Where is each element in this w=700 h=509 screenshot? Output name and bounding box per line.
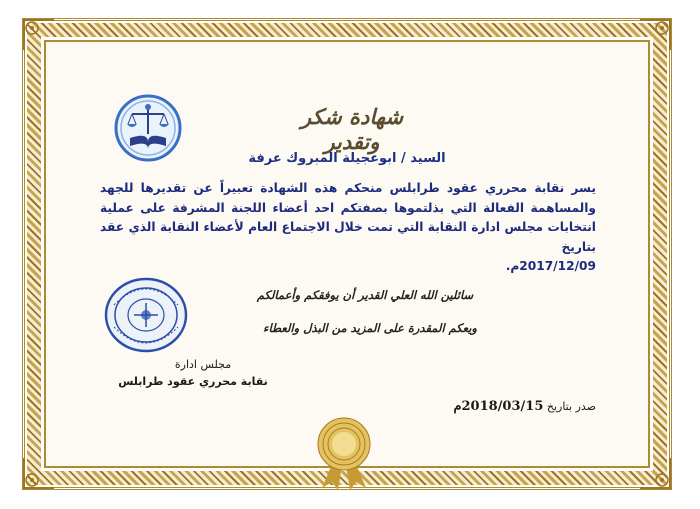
- signatory-union: نقابة محرري عقود طرابلس: [118, 375, 268, 388]
- corner-ornament-icon: [22, 18, 56, 52]
- recipient-name: السيد / ابوعجيلة المبروك عرفة: [248, 151, 446, 166]
- gold-rosette-seal-icon: [302, 406, 386, 490]
- signatory-council: مجلس ادارة: [174, 358, 232, 371]
- event-date: 2017/12/09م.: [505, 259, 596, 273]
- issue-date: [426, 399, 596, 414]
- corner-ornament-icon: [638, 18, 672, 52]
- issued-label: صدر بتاريخ: [546, 400, 596, 413]
- certificate-title: شهادة شكر وتقدير: [300, 104, 404, 154]
- closing-line-1: سائلين الله العلي القدير أن يوفقكم وأعمالكم: [256, 288, 474, 302]
- scales-of-justice-logo-icon: [114, 94, 182, 162]
- certificate-body: [100, 179, 596, 277]
- issued-date-value: 2018/03/15م: [453, 399, 544, 414]
- closing-line-2: ويعكم المقدرة على المزيد من البذل والعطاء: [263, 321, 477, 335]
- corner-ornament-icon: [22, 456, 56, 490]
- corner-ornament-icon: [638, 456, 672, 490]
- body-paragraph: يسر نقابة محرري عقود طرابلس منحكم هذه الشهادة تعبيراً عن تقديرها للجهد والمساهمة الفعالة التي بذلتموها بصفتكم احد أعضاء اللجنة المشرفة على عملية انتخابات مجلس ادارة النقابة التي تمت خلال الاجتماع العام لأعضاء النقابة الذي عقد بتاريخ: [100, 181, 596, 254]
- union-stamp-icon: [100, 275, 192, 355]
